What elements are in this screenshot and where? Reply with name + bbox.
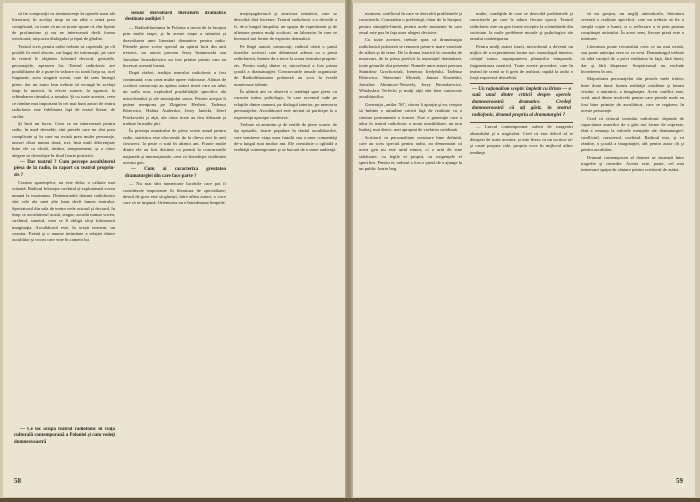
book-edge <box>0 498 700 502</box>
page-number: 59 <box>676 477 683 485</box>
paragraph: Teatrul scris pentru radio trebuie să cuprindă, pe cît posibil în mod discret, un bagaj de informaţii, pe care în teatrul le obţinem folosind decorul, gesturile, personajele, aşezarea lor. Teatrul radiofonic are posibilitatea de a pune în valoare cu toată forţa sa, acel fragment, acea singură scenă, care dă sens întregii piese; dar un autor bun trebuie să recurgă în acelaşi timp la muzică, la efecte sonore, la zgomot, la schimbarea ritmului, a tonului. Şi cu toate acestea, ceea ce rămîne mai important în cei mai buni autori de teatru radiofonic este fidelitatea faţă de textul literar, de cuvînt. <box>12 43 115 119</box>
paragraph: După război, tradiţia teatrului radiofonic a fost continuată; s-au creat multe opere valoroase. Alături de scriitori consacraţi au apărut autori tineri care au adus un suflu nou, explorînd posibilităţile specifice ale microfonului şi ale montajului sonor. Printre aceştia îi putem menţiona pe Zbigniew Herbert, Tadeusz Różewicz, Halina Auderska, Jerzy Janicki, Józef Prutkowski şi alţii, ale căror texte au fost difuzate şi traduse în multe ţări. <box>123 70 226 126</box>
paragraph: În ultimii ani se observă o tendinţă spre piese cu caracter intim, psihologic, în care accentul cade pe relaţiile dintre oameni, pe dialogul interior, pe memoria personajelor. Ascultătorul este invitat să participe la o experienţă aproape confesivă. <box>234 89 337 120</box>
paragraph: — Lucrul contemporană suferă de exagerări absurdului şi a tragicului. Cred că este dificil să te detaşezi de toate acestea, şi este firesc ca un scriitor să-şi caute propria cale, propria voce în mijlocul atîtor tendinţe. <box>470 124 573 155</box>
paragraph: Drumul contemporan al dramei se situează între tragedie şi comedie. Acesta este, poate, cel mai interesant spaţiu de căutare pentru scriitorul de astăzi. <box>581 154 684 173</box>
paragraph: să nu greşim, nu neglij antivalorile, literatura creează o realitate specifică, care nu trebuie să fie o simplă copie a lumii, ci o reflectare a ei prin prisma conştiinţei artistului. În acest sens, fiecare piesă este o mărturie. <box>581 11 684 42</box>
right-page <box>352 3 695 497</box>
paragraph: Pe lîngă autorii consacraţi, radioul oferă o şansă tinerilor scriitori care debutează adesea cu o piesă radiofonică, înainte de a trece la scena teatrului propriu-zis. Pentru mulţi dintre ei, microfonul a fost prima şcoală a dramaturgiei. Concursurile anuale organizate de Radiodifuziunea poloneză au scos la iveală numeroase talente. <box>234 43 337 87</box>
book-gutter <box>345 0 352 502</box>
paragraph: — Radiodifuziunea în Polonia a trecut de la început prin multe etape, şi în aceste etape a stimulat şi dezvoltarea unei literaturi dramatice pentru radio. Primele piese scrise special au apărut încă din anii treizeci, iar autori precum Jerzy Szaniawski sau Jarosław Iwaszkiewicz au fost printre primii care au încercat această formă. <box>123 24 226 68</box>
interview-question-continued: sensul dezvoltării literaturii dramatice destinate audiţiei ? <box>125 11 226 23</box>
paragraph: Contrar aparenţelor, nu este deloc o calitate mai scăzută. Radioul foloseşte cuvîntul şi exploatează vocea umană la maximum. Dimensiunile dramei radiofonice sînt cele ale unei alte lumi decît lumea teatrului. Spectatorul din sala de teatru vede actorul şi decorul, în timp ce ascultătorul acasă, singur, ascultă numai vocea, cuvîntul, sunetul, ceea ce îl obligă să-şi folosească imaginaţia. Ascultătorul este, în aceşti termeni, un coautor. Există şi o anume intimitate a relaţiei dintre ascultător şi vocea care vine în camera lui. <box>12 180 115 243</box>
left-column-2 <box>123 11 226 207</box>
page-number: 58 <box>14 477 21 485</box>
right-column-2 <box>470 11 573 156</box>
paragraph: Literatura poate reconstitui ceea ce nu mai există, sau poate anticipa ceea ce va veni. Dramaturgul trebuie să aibă curajul de a privi realitatea în faţă, fără iluzii, dar şi fără disperare. Scepticismul nu exclude încrederea în om. <box>581 43 684 75</box>
interview-question: — Cum ai caracteriza greutatea dramaturgiei din care face parte ? <box>125 167 226 179</box>
interview-pullquote: — Un raţionalism sceptic împletit cu lirism — o sută unul dintre criticii despre operele dumneavoastră dramatice. Credeţi dumneavoastră că aţi găsit, în teatrul radiofonic, drumul propriu al dramaturgiei ? <box>470 83 573 124</box>
paragraph: Pentru mulţi autori tineri, microfonul a devenit un mijloc de a experimenta forme noi: monologul interior, colajul sonor, suprapunerea planurilor temporale, fragmentarea narativă. Toate aceste procedee, care în teatrul de scenă ar fi greu de realizat, capătă la radio o forţă expresivă deosebită. <box>470 43 573 81</box>
left-page <box>3 3 346 497</box>
paragraph: Generaţia „anilor '56", cărora li aparţin şi eu, reuşise să îmbine o atitudine critică faţă de realitate cu o căutare permanentă a formei. Este o generaţie care a adus în teatrul radiofonic o nouă sensibilitate, un nou limbaj, mai direct, mai apropiat de vorbirea cotidiană. <box>359 101 462 133</box>
paragraph: moment, conflictul în care se dezvoltă problemele şi caracterele. Constatăm o preferinţă, chiar de la început, pentru situaţiile-limită, pentru acele momente în care omul este pus în faţa unor alegeri decisive. <box>359 11 462 36</box>
paragraph: Scriitorii cu personalitate creatoare bine definită, care au scris special pentru radio, au demonstrat că acest gen nu este unul minor, ci o artă de sine stătătoare, cu legile ei proprii, cu exigenţele ei specifice. Pentru ei, radioul a fost o şansă de a ajunge la un public foarte larg. <box>359 134 462 172</box>
paragraph: Cred că viitorul teatrului radiofonic depinde de capacitatea autorilor de a găsi noi forme de expresie, fără a renunţa la valorile esenţiale ale dramaturgiei: conflictul, caracterul, cuvîntul. Radioul este, şi va rămîne, o şcoală a imaginaţiei, atît pentru autor cît şi pentru ascultător. <box>581 115 684 153</box>
left-column-3 <box>234 11 337 154</box>
paragraph: În privinţa numărului de piese scrise anual pentru radio, statistica este elocventă: de la cîteva zeci în anii cincizeci, la peste o sută în ultimii ani. Foarte multe dintre ele au fost distinse cu premii la concursurile naţionale şi internaţionale, ceea ce dovedeşte vitalitatea acestui gen. <box>123 128 226 166</box>
paragraph: — Nu mai sînt numeroase lucrările care pot fi considerate importante în literatura de specialitate; destul de greu este să găseşti, între atîtea autori, o voce care să se impună. Orientarea nu e întotdeauna limpede. <box>123 181 226 206</box>
paragraph: meşteşugărească şi structura tematică, care se dezvoltă fără încetare. Teatrul radiofonic s-a dovedit a fi, de-a lungul timpului, un spaţiu de experiment şi de afirmare pentru mulţi scriitori, un laborator în care se încearcă noi forme de expresie dramatică. <box>234 11 337 42</box>
paragraph: Şi încă un lucru. Ceea ce ne interesează pentru radio, în mod deosebit, sînt piesele care nu sînt prea complicate şi în care nu există prea multe personaje, uneori chiar numai două, trei, însă mult diferenţiate între ele ca vîrstă, timbru, temperament, şi a căror alegere se dovedeşte în final foarte potrivită. <box>12 120 115 158</box>
paragraph: Trebuie să amintim şi de seriile de piese scurte, de tip episodic, foarte populare în rîndul ascultătorilor, care urmăresc viaţa unor familii sau a unor comunităţi de-a lungul mai multor ani. Ele constituie o oglindă a realităţii contemporane şi se bucură de o mare audienţă. <box>234 121 337 153</box>
left-bottom-question <box>12 427 115 467</box>
right-column-1 <box>359 11 462 173</box>
left-column-1 <box>12 11 115 244</box>
interview-question: — Dar teatrul ? Cum percepe ascultătorul piesa de la radio, în raport cu teatrul propriu-zis ? <box>14 159 115 178</box>
paragraph: Cu toate acestea, trebuie spus că dramaturgia radiofonică poloneză se remarcă printr-o mare varietate de stiluri şi de teme. De la drama istorică la comedia de moravuri, de la piesa poetică la reportajul dramatizat, toate genurile sînt prezente. Numele unor autori precum Stanisław Grochowiak, Ireneusz Iredyński, Tadeusz Różewicz, Sławomir Mrożek, Janusz Krasiński, Jarosław Abramow-Newerly, Jerzy Broszkiewicz, Władysław Terlecki şi mulţi alţii sînt bine cunoscute ascultătorilor. <box>359 37 462 100</box>
paragraph: multe, condiţiile în care se dezvoltă problemele şi caracterele pe care le aduce fiecare epocă. Teatrul radiofonic este un gen foarte receptiv la schimbările din societate, la noile probleme morale şi psihologice ale omului contemporan. <box>470 11 573 42</box>
paragraph: să fie compoziţii cu reminiscenţe în operele mari ale literaturii, în acelaşi timp să nu aibă o temă prea complicată, cu toate că nu se poate spune că sînt lipsite de profunzime şi nu ne interesează decît forma exterioară, mişcarea dialogului şi tipul de gîndire. <box>12 11 115 42</box>
paragraph: Majoritatea personajelor din piesele mele trăiesc între două lumi: lumea realităţii cotidiene şi lumea visului, a amintirii, a imaginaţiei. Acest conflict este, cred, unul dintre motivele pentru care piesele mele au fost bine primite de ascultători, care se regăsesc în aceste personaje. <box>581 76 684 114</box>
interview-question: — Ce loc ocupă teatrul radiofonic în viaţa culturală contemporană a Poloniei şi cum vedeţi dumneavoastră <box>14 427 115 445</box>
right-column-3 <box>581 11 684 174</box>
